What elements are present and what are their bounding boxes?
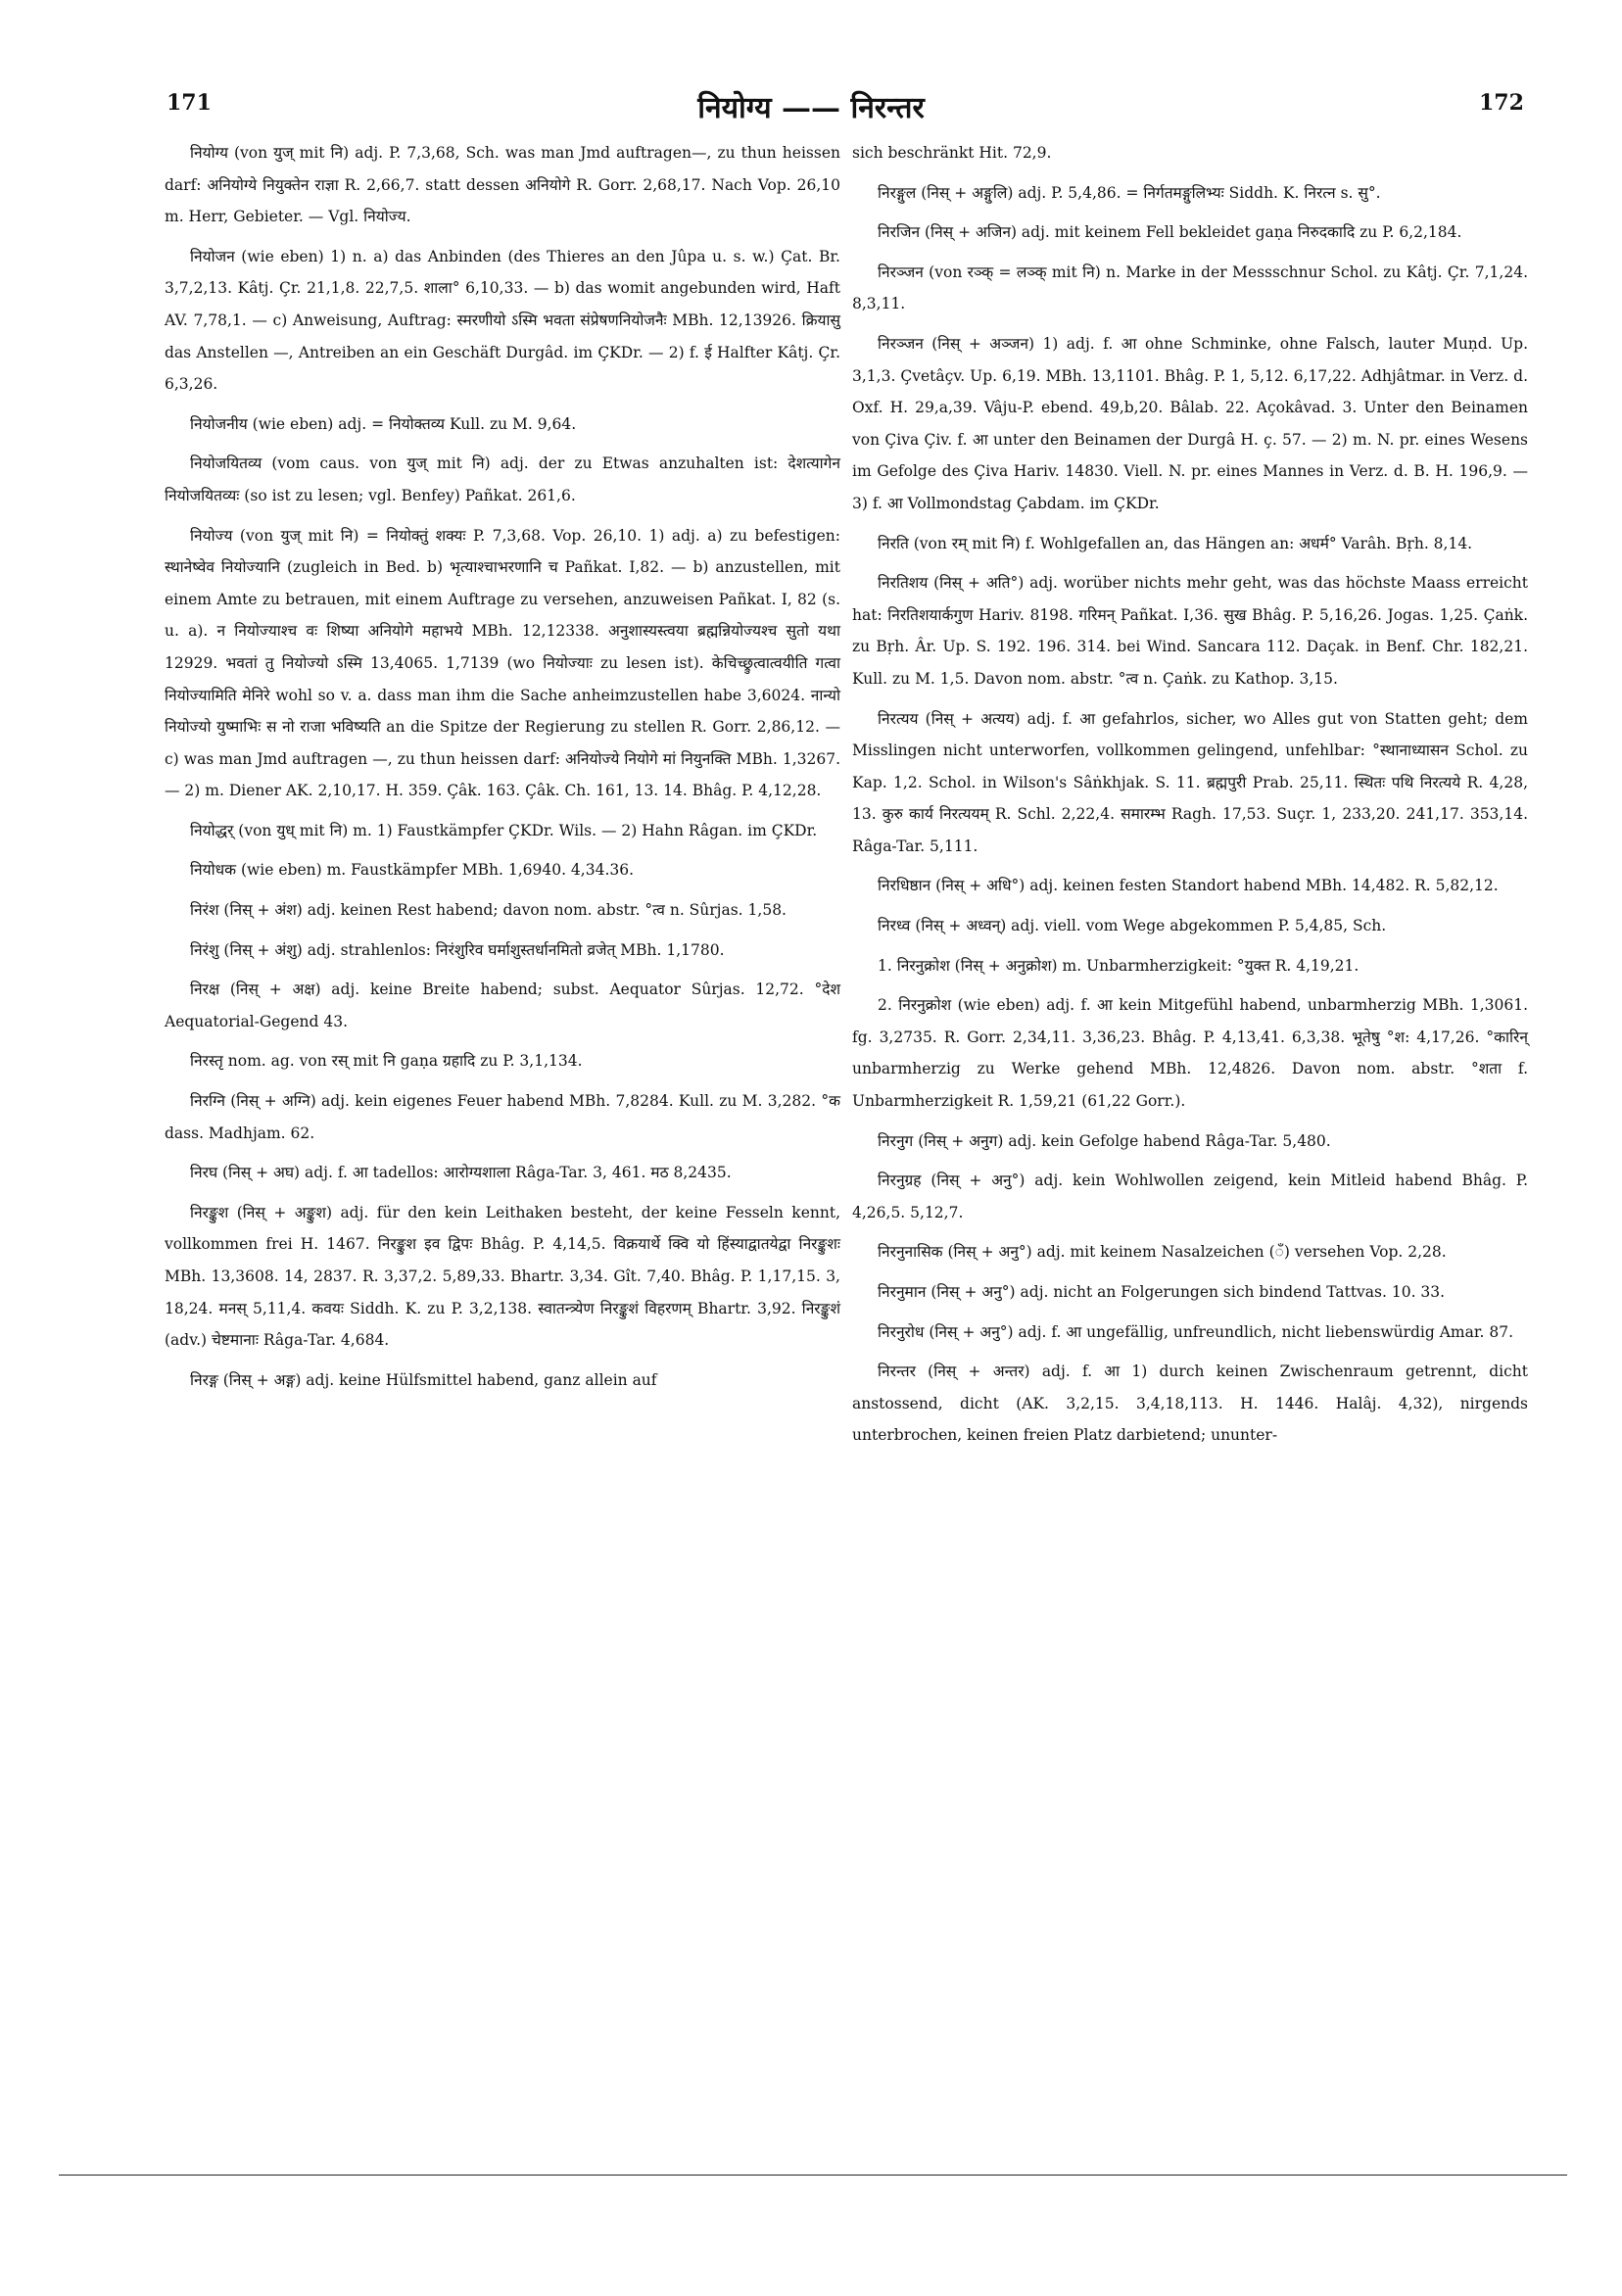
entry: निरनुरोध (निस् + अनु°) adj. f. आ ungefällig, unfreundlich, nicht liebenswürdig Amar. 87.: [878, 1322, 1514, 1341]
entry: नियोद्धर् (von युध् mit नि) m. 1) Faustkämpfer ÇKDr. Wils. — 2) Hahn Râgan. im ÇKDr.: [190, 821, 818, 839]
entry: निरघ (निस् + अघ) adj. f. आ tadellos: आरोग्यशाला Râga-Tar. 3, 461. मठ 8,2435.: [190, 1164, 732, 1182]
entry: निरङ्गुल (निस् + अङ्गुलि) adj. P. 5,4,86. = निर्गतमङ्गुलिभ्यः Siddh. K. निरत्न s. सु°.: [878, 183, 1381, 202]
entry: निरग्नि (निस् + अग्नि) adj. kein eigenes Feuer habend MBh. 7,8284. Kull. zu M. 3,282. °क dass. Madhjam. 62.: [165, 1092, 840, 1142]
page-title: नियोग्य —— निरन्तर: [697, 91, 925, 125]
page-number-left: 171: [167, 90, 212, 116]
entry: निरञ्जन (von रञ्क् = लञ्क् mit नि) n. Marke in der Messschnur Schol. zu Kâtj. Çr. 7,1,24. 8,3,11.: [852, 263, 1528, 313]
entry: निरति (von रम् mit नि) f. Wohlgefallen an, das Hängen an: अधर्म° Varâh. Bṛh. 8,14.: [878, 534, 1473, 552]
entry: निरनुग (निस् + अनुग) adj. kein Gefolge habend Râga-Tar. 5,480.: [878, 1131, 1331, 1150]
entry: निरन्तर (निस् + अन्तर) adj. f. आ 1) durch keinen Zwischenraum getrennt, dicht anstossend, dicht (AK. 3,2,15. 3,4,18,113. H. 1446. Halâj. 4,32), nirgends unterbrochen, keinen freien Platz darbietend; ununter-: [852, 1363, 1528, 1445]
entry: निरक्ष (निस् + अक्ष) adj. keine Breite habend; subst. Aequator Sûrjas. 12,72. °देश Aequatorial-Gegend 43.: [165, 981, 840, 1030]
footer-rule: [59, 2175, 1567, 2176]
entry: 1. निरनुक्रोश (निस् + अनुक्रोश) m. Unbarmherzigkeit: °युक्त R. 4,19,21.: [878, 956, 1360, 975]
entry: नियोजन (wie eben) 1) n. a) das Anbinden (des Thieres an den Jûpa u. s. w.) Çat. Br. 3,7,2,13. Kâtj. Çr. 21,1,8. 22,7,5. शाला° 6,10,33. — b) das womit angebunden wird, Haft AV. 7,78,1. — c) Anweisung, Auftrag: स्मरणीयो ऽस्मि भवता संप्रेषणनियोजनैः MBh. 12,13926. क्रियासु das Anstellen —, Antreiben an ein Geschäft Durgâd. im ÇKDr. — 2) f. ई Halfter Kâtj. Çr. 6,3,26.: [165, 247, 840, 394]
entry: निरनुग्रह (निस् + अनु°) adj. kein Wohlwollen zeigend, kein Mitleid habend Bhâg. P. 4,26,5. 5,12,7.: [852, 1172, 1528, 1221]
entry: निरतिशय (निस् + अति°) adj. worüber nichts mehr geht, was das höchste Maass erreicht hat: निरतिशयार्कगुण Hariv. 8198. गरिमन् Pañkat. I,36. सुख Bhâg. P. 5,16,26. Jogas. 1,25. Çaṅk. zu Bṛh. Âr. Up. S. 192. 196. 314. bei Wind. Sancara 112. Daçak. in Benf. Chr. 182,21. Kull. zu M. 1,5. Davon nom. abstr. °त्व n. Çaṅk. zu Kathop. 3,15.: [852, 574, 1528, 688]
entry: निरनुमान (निस् + अनु°) adj. nicht an Folgerungen sich bindend Tattvas. 10. 33.: [878, 1283, 1446, 1301]
entry: निरञ्जन (निस् + अञ्जन) 1) adj. f. आ ohne Schminke, ohne Falsch, lauter Muṇd. Up. 3,1,3. Çvetâçv. Up. 6,19. MBh. 13,1101. Bhâg. P. 1, 5,12. 6,17,22. Adhjâtmar. in Verz. d. Oxf. H. 29,a,39. Vâju-P. ebend. 49,b,20. Bâlab. 22. Açokâvad. 3. Unter den Beinamen von Çiva Çiv. f. आ unter den Beinamen der Durgâ H. ç. 57. — 2) m. N. pr. eines Wesens im Gefolge des Çiva Hariv. 14830. Viell. N. pr. eines Mannes in Verz. d. B. H. 196,9. — 3) f. आ Vollmondstag Çabdam. im ÇKDr.: [852, 334, 1528, 512]
entry: निरजिन (निस् + अजिन) adj. mit keinem Fell bekleidet gaṇa निरुदकादि zu P. 6,2,184.: [878, 223, 1462, 242]
page-number-right: 172: [1479, 90, 1524, 116]
left-column: [165, 137, 840, 1404]
entry: नियोजयितव्य (vom caus. von युज् mit नि) adj. der zu Etwas anzuhalten ist: देशत्यागेन नियोजयितव्यः (so ist zu lesen; vgl. Benfey) Pañkat. 261,6.: [165, 454, 840, 504]
entry: निरङ्कुश (निस् + अङ्कुश) adj. für den kein Leithaken besteht, der keine Fesseln kennt, vollkommen frei H. 1467. निरङ्कुश इव द्विपः Bhâg. P. 4,14,5. विक्रयार्थे क्वि यो हिंस्याद्वातयेद्वा निरङ्कुशः MBh. 13,3608. 14, 2837. R. 3,37,2. 5,89,33. Bhartr. 3,34. Gît. 7,40. Bhâg. P. 1,17,15. 3, 18,24. मनस् 5,11,4. कवयः Siddh. K. zu P. 3,2,138. स्वातन्त्र्येण निरङ्कुशं विहरणम् Bhartr. 3,92. निरङ्कुशं (adv.) चेष्टमानाः Râga-Tar. 4,684.: [165, 1203, 840, 1350]
entry: नियोधक (wie eben) m. Faustkämpfer MBh. 1,6940. 4,34.36.: [190, 861, 635, 880]
entry: निरत्यय (निस् + अत्यय) adj. f. आ gefahrlos, sicher, wo Alles gut von Statten geht; dem Misslingen nicht unterworfen, vollkommen gelingend, unfehlbar: °स्थानाध्यासन Schol. zu Kap. 1,2. Schol. in Wilson's Sâṅkhjak. S. 11. ब्रह्मपुरी Prab. 25,11. स्थितः पथि निरत्यये R. 4,28, 13. कुरु कार्य निरत्ययम् R. Schl. 2,22,4. समारम्भ Ragh. 17,53. Suçr. 1, 233,20. 241,17. 353,14. Râga-Tar. 5,111.: [852, 709, 1528, 855]
entry: नियोजनीय (wie eben) adj. = नियोक्तव्य Kull. zu M. 9,64.: [190, 414, 577, 433]
right-column: [852, 137, 1528, 1459]
entry: निरनुनासिक (निस् + अनु°) adj. mit keinem Nasalzeichen (ँ) versehen Vop. 2,28.: [878, 1243, 1447, 1262]
entry: निरध्व (निस् + अध्वन्) adj. viell. vom Wege abgekommen P. 5,4,85, Sch.: [878, 917, 1387, 935]
entry-continuation: sich beschränkt Hit. 72,9.: [852, 144, 1052, 162]
entry: निरधिष्ठान (निस् + अधि°) adj. keinen festen Standort habend MBh. 14,482. R. 5,82,12.: [878, 877, 1499, 895]
entry: निरङ्ग (निस् + अङ्ग) adj. keine Hülfsmittel habend, ganz allein auf: [190, 1370, 657, 1389]
entry: 2. निरनुक्रोश (wie eben) adj. f. आ kein Mitgefühl habend, unbarmherzig MBh. 1,3061. fg. 3,2735. R. Gorr. 2,34,11. 3,36,23. Bhâg. P. 4,13,41. 6,3,38. भूतेषु °श: 4,17,26. °कारिन् unbarmherzig zu Werke gehend MBh. 12,4826. Davon nom. abstr. °शता f. Unbarmherzigkeit R. 1,59,21 (61,22 Gorr.).: [852, 996, 1528, 1111]
entry: निरंशु (निस् + अंशु) adj. strahlenlos: निरंशुरिव घर्माशुस्तर्धानमितो व्रजेत् MBh. 1,1780.: [190, 940, 725, 959]
entry: नियोज्य (von युज् mit नि) = नियोक्तुं शक्यः P. 7,3,68. Vop. 26,10. 1) adj. a) zu befestigen: स्थानेष्वेव नियोज्यानि (zugleich in Bed. b) भृत्याश्चाभरणानि च Pañkat. I,82. — b) anzustellen, mit einem Amte zu betrauen, mit einem Auftrage zu versehen, anzuweisen Pañkat. I, 82 (s. u. a). न नियोज्याश्च वः शिष्या अनियोगे महाभये MBh. 12,12338. अनुशास्यस्त्वया ब्रह्मन्नियोज्यश्च सुतो यथा 12929. भवतां तु नियोज्यो ऽस्मि 13,4065. 1,7139 (wo नियोज्याः zu lesen ist). केचिच्छ्रुत्वात्वयीति गत्वा नियोज्यामिति मेनिरे wohl so v. a. dass man ihm die Sache anheimzustellen habe 3,6024. नान्यो नियोज्यो युष्माभिः स नो राजा भविष्यति an die Spitze der Regierung zu stellen R. Gorr. 2,86,12. — c) was man Jmd auftragen —, zu thun heissen darf: अनियोज्ये नियोगे मां नियुनक्ति MBh. 1,3267. — 2) m. Diener AK. 2,10,17. H. 359. Çâk. 163. Çâk. Ch. 161, 13. 14. Bhâg. P. 4,12,28.: [165, 526, 840, 800]
entry: निरंश (निस् + अंश) adj. keinen Rest habend; davon nom. abstr. °त्व n. Sûrjas. 1,58.: [190, 901, 787, 920]
entry: निरस्तृ nom. ag. von रस् mit नि gaṇa ग्रहादि zu P. 3,1,134.: [190, 1052, 583, 1071]
entry: नियोग्य (von युज् mit नि) adj. P. 7,3,68, Sch. was man Jmd auftragen—, zu thun heissen darf: अनियोग्ये नियुक्तेन राज्ञा R. 2,66,7. statt dessen अनियोगे R. Gorr. 2,68,17. Nach Vop. 26,10 m. Herr, Gebieter. — Vgl. नियोज्य.: [165, 144, 840, 226]
